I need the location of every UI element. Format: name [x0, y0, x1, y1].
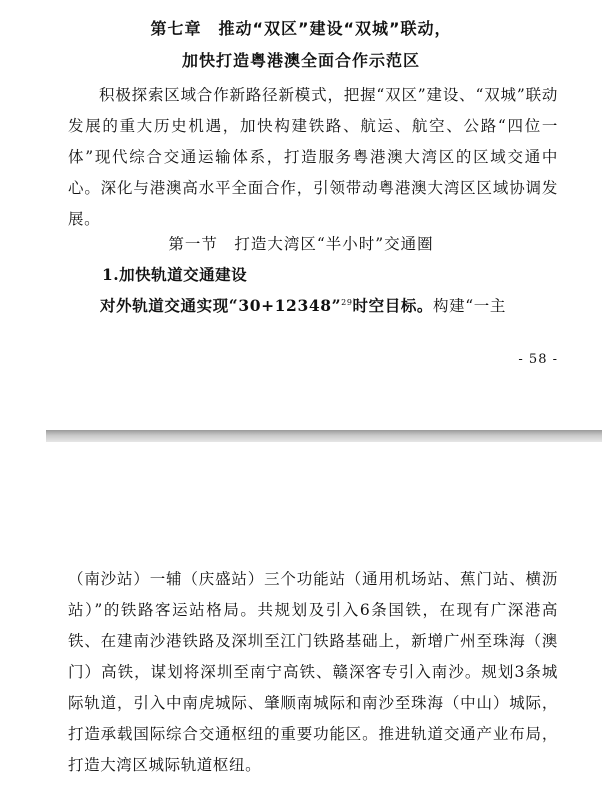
rail-target-bold: 对外轨道交通实现“30+12348”	[100, 296, 342, 315]
intro-paragraph: 积极探索区域合作新路径新模式，把握“双区”建设、“双城”联动发展的重大历史机遇，加快构建铁路、航运、航空、公路“四位一体”现代综合交通运输体系，打造服务粤港澳大湾区的区域交通中心。深化与港澳高水平全面合作，引领带动粤港澳大湾区区域协调发展。	[68, 86, 558, 228]
rail-target-line	[100, 294, 570, 316]
footnote-marker: 29	[341, 297, 353, 307]
chapter-subtitle: 加快打造粤港澳全面合作示范区	[181, 51, 420, 70]
page-number: - 58 -	[518, 352, 558, 367]
page-divider	[46, 430, 602, 442]
subsection-title: 1.加快轨道交通建设	[102, 265, 248, 284]
document-page-59	[0, 442, 602, 802]
chapter-title: 第七章 推动“双区”建设“双城”联动，	[150, 19, 452, 38]
section-title: 第一节 打造大湾区“半小时”交通圈	[168, 235, 434, 253]
continued-paragraph: （南沙站）一辅（庆盛站）三个功能站（通用机场站、蕉门站、横沥站）”的铁路客运站格局。共规划及引入6条国铁，在现有广深港高铁、在建南沙港铁路及深圳至江门铁路基础上，新增广州至珠海（澳门）高铁，谋划将深圳至南宁高铁、赣深客专引入南沙。规划3条城际轨道，引入中南虎城际、肇顺南城际和南沙至珠海（中山）城际，打造承载国际综合交通枢纽的重要功能区。推进轨道交通产业布局，打造大湾区城际轨道枢纽。	[68, 570, 558, 774]
rail-target-rest: 构建“一主	[433, 297, 506, 315]
rail-target-bold-end: 时空目标。	[352, 296, 434, 315]
